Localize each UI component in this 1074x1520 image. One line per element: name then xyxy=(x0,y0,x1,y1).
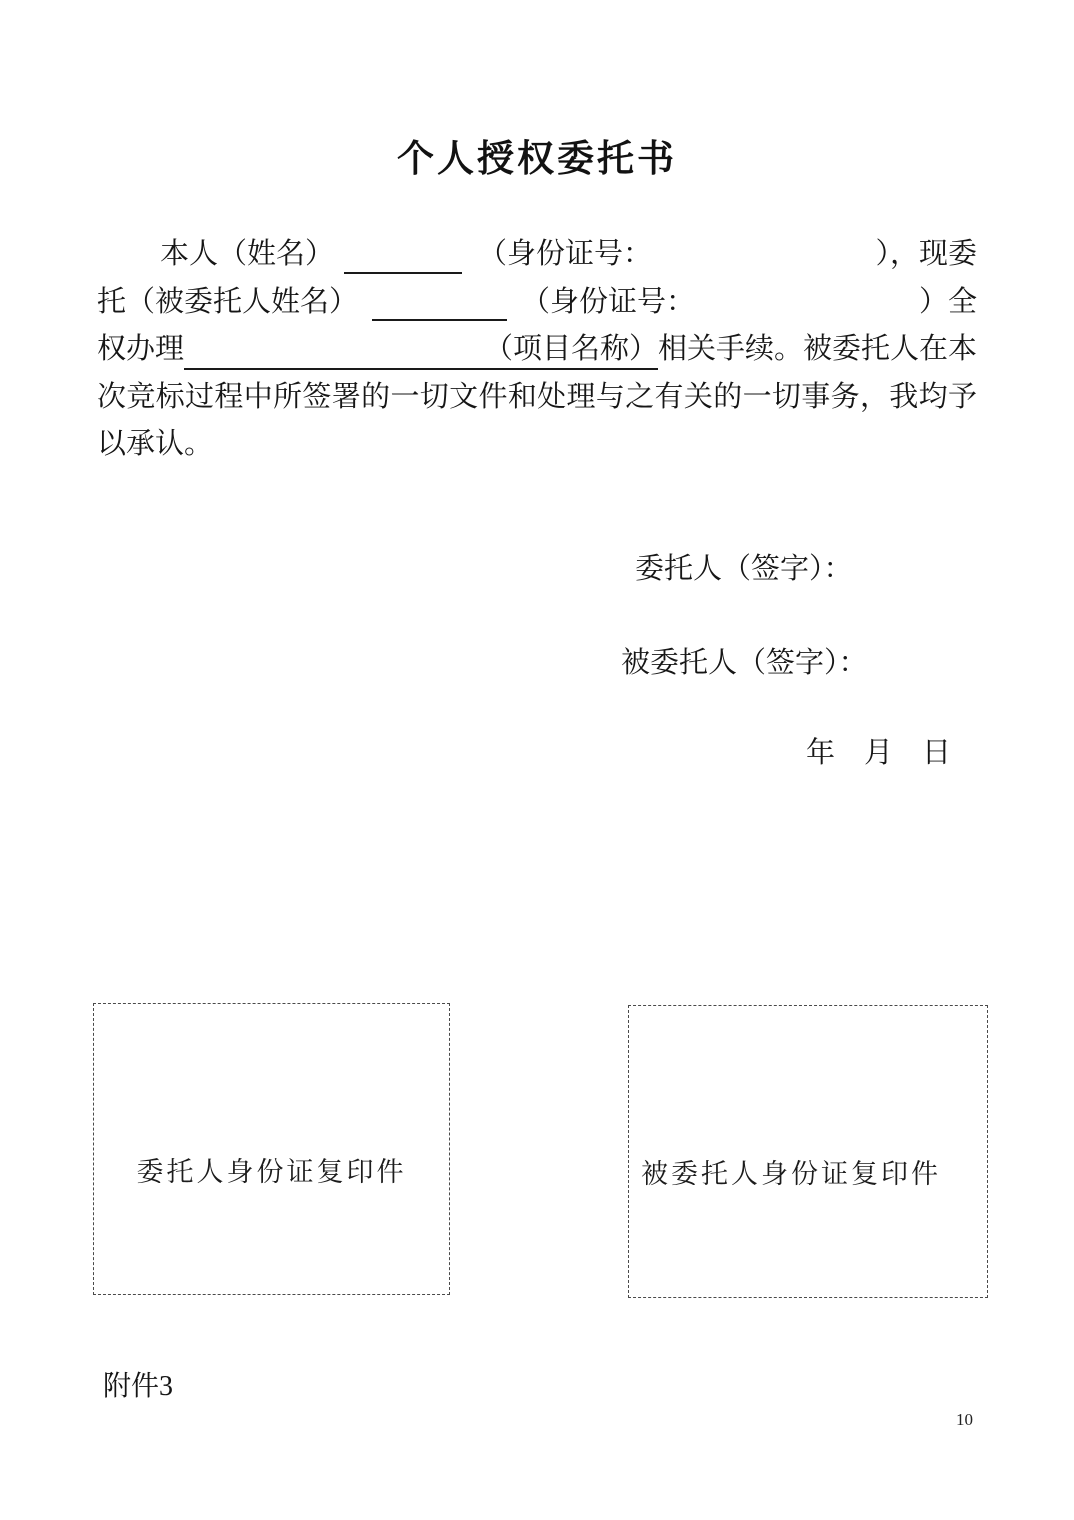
agent-id-blank-space xyxy=(695,279,919,327)
line2-text-closing: ）全 xyxy=(918,285,977,318)
paragraph-line-1 xyxy=(97,231,977,279)
line3-text-closing: 相关手续。被委托人在本 xyxy=(657,333,977,365)
agent-name-blank-field xyxy=(372,319,507,321)
line1-text-principal-name-label: 本人（姓名） xyxy=(160,238,335,270)
authorization-paragraph xyxy=(97,231,977,469)
agent-signature-label: 被委托人（签字）： xyxy=(621,647,868,679)
line2-text-agent-name-label: 托（被委托人姓名） xyxy=(97,285,359,318)
page-number: 10 xyxy=(956,1410,973,1429)
principal-id-blank-space xyxy=(652,231,875,279)
attachment-note: 附件3 xyxy=(103,1371,174,1402)
line3-text-handle-label: 权办理 xyxy=(97,333,185,365)
principal-signature-label: 委托人（签字）： xyxy=(635,553,853,585)
project-name-label: （项目名称） xyxy=(483,333,658,365)
agent-id-copy-box xyxy=(628,1005,988,1298)
paragraph-line-5 xyxy=(97,421,977,469)
principal-name-blank-field xyxy=(344,272,462,274)
page-title: 个人授权委托书 xyxy=(397,139,677,180)
line5-text: 以承认。 xyxy=(97,428,214,460)
principal-id-copy-label: 委托人身份证复印件 xyxy=(136,1157,407,1187)
project-name-blank-field xyxy=(184,326,658,370)
paragraph-line-2 xyxy=(97,279,977,327)
paragraph-line-4: 次竞标过程中所签署的一切文件和处理与之有关的一切事务，我均予 xyxy=(97,380,977,413)
line1-text-id-number-label: （身份证号： xyxy=(478,238,653,270)
project-name-blank-space xyxy=(184,326,484,368)
line2-text-id-number-label: （身份证号： xyxy=(521,285,696,318)
agent-id-copy-label: 被委托人身份证复印件 xyxy=(641,1159,941,1189)
date-line: 年 月 日 xyxy=(806,737,952,769)
principal-id-copy-box xyxy=(93,1003,450,1295)
paragraph-line-3 xyxy=(97,326,977,374)
line1-text-closing: ），现委 xyxy=(875,238,977,270)
